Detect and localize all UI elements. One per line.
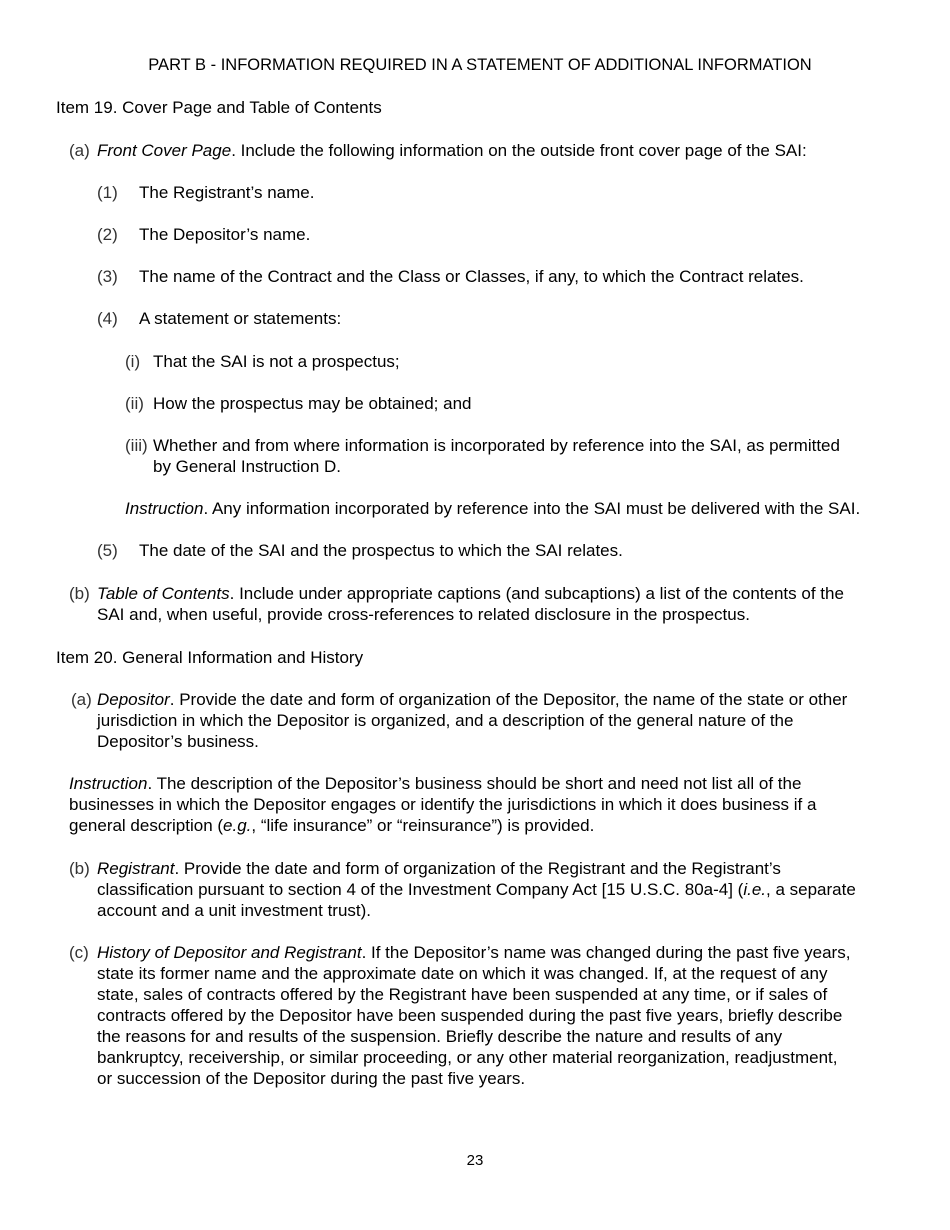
item-20c-line2: state its former name and the approximate date on which it was changed. If, at the request of any — [97, 964, 828, 983]
item-20-instruction-line1: Instruction. The description of the Depositor’s business should be short and need not list all of the — [69, 774, 802, 793]
item-20-heading: Item 20. General Information and History — [56, 648, 364, 667]
item-19a-3-text: The name of the Contract and the Class or Classes, if any, to which the Contract relates. — [139, 267, 804, 286]
item-19a-2-label: (2) — [97, 225, 118, 244]
item-19a-4-iii-line1: Whether and from where information is incorporated by reference into the SAI, as permitted — [153, 436, 840, 455]
item-20b-label: (b) — [69, 859, 90, 878]
item-19a-4-i-label: (i) — [125, 352, 141, 371]
item-20a-line2: jurisdiction in which the Depositor is organized, and a description of the general nature of the — [97, 711, 794, 730]
item-19b-label: (b) — [69, 584, 90, 603]
item-20b-line1: Registrant. Provide the date and form of organization of the Registrant and the Registrant’s — [97, 859, 781, 878]
page-number: 23 — [466, 1152, 484, 1169]
item-20b-line3: account and a unit investment trust). — [97, 901, 372, 920]
item-20c-line7: or succession of the Depositor during the past five years. — [97, 1069, 526, 1088]
item-19a-label: (a) — [69, 141, 90, 160]
item-19a-5-label: (5) — [97, 541, 118, 560]
item-19a-4-label: (4) — [97, 309, 118, 328]
item-20a-label: (a) — [71, 690, 92, 709]
item-20c-line6: bankruptcy, receivership, or similar proceeding, or any other material reorganization, readjustment, — [97, 1048, 838, 1067]
item-19a-4-iii-line2: by General Instruction D. — [153, 457, 342, 476]
item-20c-line5: the reasons for and results of the suspension. Briefly describe the nature and results of any — [97, 1027, 783, 1046]
item-20c-line4: contracts offered by the Depositor have been suspended during the past five years, briefly describe — [97, 1006, 843, 1025]
item-19a-1-text: The Registrant’s name. — [139, 183, 315, 202]
part-title: PART B - INFORMATION REQUIRED IN A STATEMENT OF ADDITIONAL INFORMATION — [148, 56, 812, 74]
item-20-instruction-line2: businesses in which the Depositor engages or identify the jurisdictions in which it does business if a — [69, 795, 817, 814]
item-20-instruction-line3: general description (e.g., “life insurance” or “reinsurance”) is provided. — [69, 816, 595, 835]
item-20b-line2: classification pursuant to section 4 of the Investment Company Act [15 U.S.C. 80a-4] (i.e., a separate — [97, 880, 856, 899]
item-20a-line1: Depositor. Provide the date and form of organization of the Depositor, the name of the state or other — [97, 690, 848, 709]
item-19b-line2: SAI and, when useful, provide cross-references to related disclosure in the prospectus. — [97, 605, 750, 624]
item-19a-2-text: The Depositor’s name. — [139, 225, 311, 244]
item-19a-1-label: (1) — [97, 183, 118, 202]
item-19a-4-text: A statement or statements: — [139, 309, 342, 328]
item-19a-text: Front Cover Page. Include the following information on the outside front cover page of the SAI: — [97, 141, 807, 160]
item-20c-line1: History of Depositor and Registrant. If the Depositor’s name was changed during the past five years, — [97, 943, 851, 962]
item-19a-4-iii-label: (iii) — [125, 436, 148, 455]
item-19a-3-label: (3) — [97, 267, 118, 286]
item-19a-4-ii-text: How the prospectus may be obtained; and — [153, 394, 472, 413]
item-19a-5-text: The date of the SAI and the prospectus to which the SAI relates. — [139, 541, 623, 560]
item-19b-line1: Table of Contents. Include under appropriate captions (and subcaptions) a list of the contents of the — [97, 584, 844, 603]
item-20a-line3: Depositor’s business. — [97, 732, 259, 751]
item-20c-label: (c) — [69, 943, 89, 962]
item-19a-4-ii-label: (ii) — [125, 394, 144, 413]
item-19-heading: Item 19. Cover Page and Table of Contents — [56, 98, 382, 117]
item-19a-4-i-text: That the SAI is not a prospectus; — [153, 352, 400, 371]
item-20c-line3: state, sales of contracts offered by the Registrant have been suspended at any time, or if sales of — [97, 985, 828, 1004]
item-19a-instruction: Instruction. Any information incorporated by reference into the SAI must be delivered with the SAI. — [125, 499, 861, 518]
